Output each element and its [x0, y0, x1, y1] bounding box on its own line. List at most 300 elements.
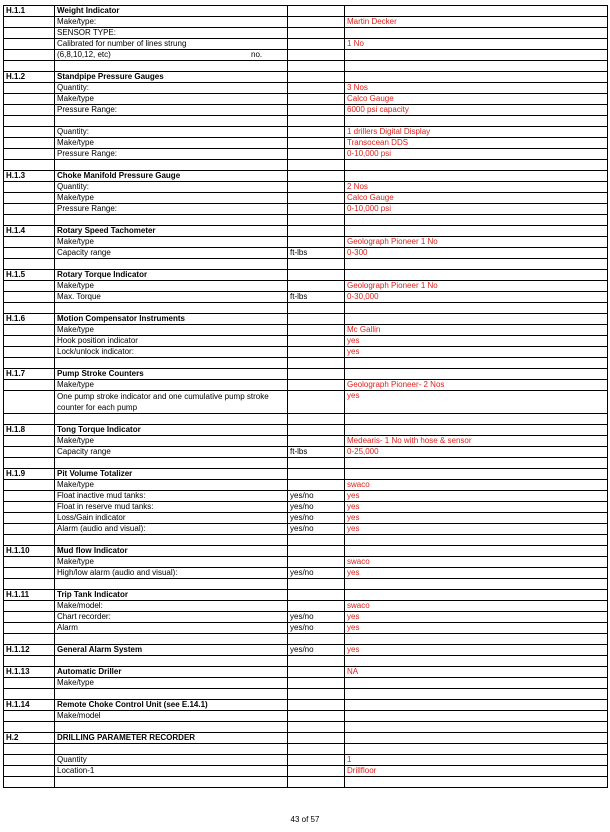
- empty-cell: [4, 623, 55, 634]
- row-unit: yes/no: [288, 502, 345, 513]
- row-label-text: Quantity: [57, 755, 87, 764]
- empty-cell: [4, 336, 55, 347]
- row-unit: [288, 116, 345, 127]
- section-title: Standpipe Pressure Gauges: [55, 72, 288, 83]
- spacer-row: [4, 215, 608, 226]
- empty-cell: [288, 579, 345, 590]
- row-unit: [288, 28, 345, 39]
- table-row: [4, 193, 608, 204]
- row-label-text: Pressure Range:: [57, 149, 118, 158]
- table-row: [4, 138, 608, 149]
- section-unit: [288, 314, 345, 325]
- table-row: [4, 127, 608, 138]
- section-header-row: [4, 425, 608, 436]
- empty-cell: [4, 105, 55, 116]
- empty-cell: [4, 535, 55, 546]
- table-row: [4, 17, 608, 28]
- empty-cell: [4, 61, 55, 72]
- empty-cell: [4, 524, 55, 535]
- row-unit: yes/no: [288, 513, 345, 524]
- row-label-text: Capacity range: [57, 447, 111, 456]
- row-label: [55, 127, 288, 138]
- empty-cell: [4, 193, 55, 204]
- empty-cell: [4, 513, 55, 524]
- row-label: [55, 50, 288, 61]
- row-label-text: Pressure Range:: [57, 105, 118, 114]
- empty-cell: [4, 50, 55, 61]
- section-unit: [288, 6, 345, 17]
- table-row: [4, 491, 608, 502]
- section-unit: [288, 700, 345, 711]
- row-value: Drillfloor: [345, 766, 608, 777]
- table-row: [4, 281, 608, 292]
- row-value: yes: [345, 347, 608, 358]
- empty-cell: [55, 303, 288, 314]
- empty-cell: [55, 535, 288, 546]
- row-label: [55, 105, 288, 116]
- row-value: Geolograph Pioneer 1 No: [345, 237, 608, 248]
- row-label-text: (6,8,10,12, etc): [57, 50, 111, 59]
- section-unit: [288, 72, 345, 83]
- spacer-row: [4, 535, 608, 546]
- section-header-row: [4, 72, 608, 83]
- row-label-text: Float in reserve mud tanks:: [57, 502, 154, 511]
- row-value: 1: [345, 755, 608, 766]
- row-unit: yes/no: [288, 491, 345, 502]
- row-label: [55, 711, 288, 722]
- section-title: Remote Choke Control Unit (see E.14.1): [55, 700, 288, 711]
- row-value: swaco: [345, 480, 608, 491]
- section-value: [345, 72, 608, 83]
- section-value: [345, 314, 608, 325]
- table-row: [4, 105, 608, 116]
- section-unit: [288, 667, 345, 678]
- empty-cell: [4, 347, 55, 358]
- section-value: [345, 546, 608, 557]
- row-unit: [288, 380, 345, 391]
- table-row: [4, 39, 608, 50]
- empty-cell: [4, 711, 55, 722]
- empty-cell: [345, 689, 608, 700]
- row-label: [55, 347, 288, 358]
- section-unit: [288, 171, 345, 182]
- row-value: Transocean DDS: [345, 138, 608, 149]
- empty-cell: [4, 149, 55, 160]
- section-title: General Alarm System: [55, 645, 288, 656]
- row-label-text: Make/model: [57, 711, 101, 720]
- row-label: [55, 116, 288, 127]
- row-value: yes: [345, 568, 608, 579]
- row-value: yes: [345, 623, 608, 634]
- empty-cell: [288, 777, 345, 788]
- section-header-row: [4, 469, 608, 480]
- empty-cell: [4, 436, 55, 447]
- row-label-text: One pump stroke indicator and one cumulative pump stroke counter for each pump: [57, 392, 269, 412]
- equipment-spec-table: [3, 5, 608, 788]
- empty-cell: [288, 303, 345, 314]
- section-value: yes: [345, 645, 608, 656]
- empty-cell: [4, 116, 55, 127]
- row-value: yes: [345, 491, 608, 502]
- empty-cell: [345, 579, 608, 590]
- empty-cell: [4, 380, 55, 391]
- row-label: [55, 336, 288, 347]
- table-row: [4, 28, 608, 39]
- row-unit: [288, 678, 345, 689]
- row-label: [55, 447, 288, 458]
- row-unit: [288, 237, 345, 248]
- section-value: [345, 6, 608, 17]
- spacer-row: [4, 634, 608, 645]
- empty-cell: [55, 458, 288, 469]
- section-code: H.1.8: [4, 425, 55, 436]
- section-code: H.1.10: [4, 546, 55, 557]
- row-label: [55, 513, 288, 524]
- section-header-row: [4, 733, 608, 744]
- table-row: [4, 248, 608, 259]
- row-label: [55, 17, 288, 28]
- row-value: yes: [345, 513, 608, 524]
- section-header-row: [4, 270, 608, 281]
- empty-cell: [55, 722, 288, 733]
- empty-cell: [4, 722, 55, 733]
- empty-cell: [4, 656, 55, 667]
- row-label-text: Max. Torque: [57, 292, 101, 301]
- row-label-text: Location-1: [57, 766, 95, 775]
- empty-cell: [4, 502, 55, 513]
- table-row: [4, 755, 608, 766]
- row-unit: [288, 557, 345, 568]
- table-row: [4, 744, 608, 755]
- row-value: yes: [345, 612, 608, 623]
- empty-cell: [4, 237, 55, 248]
- section-unit: [288, 369, 345, 380]
- row-unit: [288, 149, 345, 160]
- empty-cell: [4, 447, 55, 458]
- table-row: [4, 612, 608, 623]
- empty-cell: [55, 579, 288, 590]
- row-value: Martin Decker: [345, 17, 608, 28]
- table-row: [4, 391, 608, 414]
- row-unit: [288, 755, 345, 766]
- table-row: [4, 568, 608, 579]
- empty-cell: [4, 127, 55, 138]
- empty-cell: [288, 215, 345, 226]
- section-header-row: [4, 645, 608, 656]
- empty-cell: [345, 358, 608, 369]
- table-row: [4, 447, 608, 458]
- empty-cell: [345, 458, 608, 469]
- section-title: DRILLING PARAMETER RECORDER: [55, 733, 288, 744]
- row-label-suffix: no.: [251, 50, 263, 59]
- table-row: [4, 292, 608, 303]
- row-value: [345, 116, 608, 127]
- section-unit: [288, 226, 345, 237]
- empty-cell: [4, 17, 55, 28]
- empty-cell: [4, 281, 55, 292]
- empty-cell: [55, 689, 288, 700]
- section-code: H.1.4: [4, 226, 55, 237]
- row-unit: [288, 480, 345, 491]
- section-code: H.2: [4, 733, 55, 744]
- row-label: [55, 436, 288, 447]
- row-label: [55, 480, 288, 491]
- row-label: [55, 39, 288, 50]
- table-row: [4, 83, 608, 94]
- row-label-text: Loss/Gain indicator: [57, 513, 126, 522]
- row-label-text: Alarm: [57, 623, 78, 632]
- empty-cell: [4, 204, 55, 215]
- empty-cell: [345, 160, 608, 171]
- section-title: Choke Manifold Pressure Gauge: [55, 171, 288, 182]
- row-unit: yes/no: [288, 623, 345, 634]
- row-label-text: Make/type: [57, 557, 94, 566]
- row-label-text: Make/type: [57, 325, 94, 334]
- row-unit: [288, 193, 345, 204]
- row-label-text: Capacity range: [57, 248, 111, 257]
- row-label-text: Make/type: [57, 94, 94, 103]
- row-value: 0-30,000: [345, 292, 608, 303]
- empty-cell: [4, 480, 55, 491]
- section-title: Rotary Torque Indicator: [55, 270, 288, 281]
- section-unit: [288, 733, 345, 744]
- section-value: [345, 733, 608, 744]
- row-unit: [288, 17, 345, 28]
- empty-cell: [288, 259, 345, 270]
- table-row: [4, 336, 608, 347]
- empty-cell: [4, 744, 55, 755]
- table-row: [4, 347, 608, 358]
- row-unit: [288, 436, 345, 447]
- row-value: Geolograph Pioneer 1 No: [345, 281, 608, 292]
- row-label-text: Hook position indicator: [57, 336, 138, 345]
- empty-cell: [4, 777, 55, 788]
- row-value: 3 Nos: [345, 83, 608, 94]
- row-unit: [288, 766, 345, 777]
- row-label-text: Pressure Range:: [57, 204, 118, 213]
- empty-cell: [4, 579, 55, 590]
- row-value: Mc Gallin: [345, 325, 608, 336]
- section-code: H.1.13: [4, 667, 55, 678]
- section-code: H.1.5: [4, 270, 55, 281]
- section-value: [345, 226, 608, 237]
- spacer-row: [4, 689, 608, 700]
- row-label: [55, 601, 288, 612]
- row-label: [55, 248, 288, 259]
- row-label-text: Chart recorder:: [57, 612, 111, 621]
- empty-cell: [345, 722, 608, 733]
- empty-cell: [4, 689, 55, 700]
- row-label-text: High/low alarm (audio and visual):: [57, 568, 178, 577]
- row-label-text: SENSOR TYPE:: [57, 28, 116, 37]
- section-title: Pit Volume Totalizer: [55, 469, 288, 480]
- empty-cell: [4, 94, 55, 105]
- row-label: [55, 557, 288, 568]
- table-row: [4, 436, 608, 447]
- row-value: yes: [345, 502, 608, 513]
- row-value: Medearis- 1 No with hose & sensor: [345, 436, 608, 447]
- table-row: [4, 325, 608, 336]
- table-row: [4, 601, 608, 612]
- row-unit: yes/no: [288, 524, 345, 535]
- row-value: yes: [345, 524, 608, 535]
- row-label: [55, 612, 288, 623]
- empty-cell: [288, 689, 345, 700]
- spacer-row: [4, 61, 608, 72]
- row-unit: ft-lbs: [288, 292, 345, 303]
- empty-cell: [4, 634, 55, 645]
- row-label: [55, 182, 288, 193]
- row-value: 2 Nos: [345, 182, 608, 193]
- row-value: 1 drillers Digital Display: [345, 127, 608, 138]
- section-title: Weight Indicator: [55, 6, 288, 17]
- row-unit: [288, 347, 345, 358]
- empty-cell: [4, 182, 55, 193]
- row-unit: [288, 105, 345, 116]
- empty-cell: [345, 634, 608, 645]
- row-label-text: Make/type: [57, 138, 94, 147]
- row-value: swaco: [345, 601, 608, 612]
- row-unit: [288, 138, 345, 149]
- empty-cell: [55, 160, 288, 171]
- row-label: [55, 292, 288, 303]
- row-unit: [288, 182, 345, 193]
- empty-cell: [4, 28, 55, 39]
- section-title: Mud flow Indicator: [55, 546, 288, 557]
- empty-cell: [4, 557, 55, 568]
- empty-cell: [55, 259, 288, 270]
- row-label-text: Quantity:: [57, 182, 90, 191]
- empty-cell: [4, 259, 55, 270]
- empty-cell: [288, 414, 345, 425]
- table-row: [4, 182, 608, 193]
- row-label: [55, 678, 288, 689]
- empty-cell: [345, 61, 608, 72]
- empty-cell: [55, 656, 288, 667]
- section-value: [345, 700, 608, 711]
- empty-cell: [55, 634, 288, 645]
- section-value: NA: [345, 667, 608, 678]
- empty-cell: [288, 656, 345, 667]
- empty-cell: [288, 458, 345, 469]
- empty-cell: [345, 303, 608, 314]
- row-label: [55, 281, 288, 292]
- row-unit: [288, 711, 345, 722]
- spacer-row: [4, 160, 608, 171]
- table-row: [4, 480, 608, 491]
- row-unit: [288, 50, 345, 61]
- row-label: [55, 237, 288, 248]
- section-title: Trip Tank Indicator: [55, 590, 288, 601]
- section-header-row: [4, 6, 608, 17]
- section-value: [345, 590, 608, 601]
- empty-cell: [55, 777, 288, 788]
- row-value: 0-25,000: [345, 447, 608, 458]
- section-header-row: [4, 700, 608, 711]
- section-header-row: [4, 314, 608, 325]
- row-label-text: Calibrated for number of lines strung: [57, 39, 187, 48]
- section-code: H.1.9: [4, 469, 55, 480]
- row-value: swaco: [345, 557, 608, 568]
- section-header-row: [4, 226, 608, 237]
- row-label-text: Make/type: [57, 237, 94, 246]
- section-header-row: [4, 369, 608, 380]
- table-row: [4, 502, 608, 513]
- page-number: 43 of 57: [290, 815, 320, 824]
- row-unit: [288, 39, 345, 50]
- section-code: H.1.2: [4, 72, 55, 83]
- row-label: [55, 325, 288, 336]
- row-unit: [288, 325, 345, 336]
- table-row: [4, 524, 608, 535]
- row-label-text: Make/type: [57, 480, 94, 489]
- row-label-text: Quantity:: [57, 127, 90, 136]
- section-code: H.1.11: [4, 590, 55, 601]
- empty-cell: [4, 491, 55, 502]
- row-label-text: Quantity:: [57, 83, 90, 92]
- empty-cell: [4, 303, 55, 314]
- row-label: [55, 744, 288, 755]
- section-unit: [288, 425, 345, 436]
- empty-cell: [345, 777, 608, 788]
- row-label: [55, 568, 288, 579]
- row-value: 0-10,000 psi: [345, 204, 608, 215]
- row-unit: ft-lbs: [288, 447, 345, 458]
- section-code: H.1.1: [4, 6, 55, 17]
- row-value: Calco Gauge: [345, 193, 608, 204]
- row-label-text: Make/model:: [57, 601, 103, 610]
- section-header-row: [4, 590, 608, 601]
- empty-cell: [345, 656, 608, 667]
- row-label: [55, 524, 288, 535]
- row-label: [55, 766, 288, 777]
- table-row: [4, 94, 608, 105]
- empty-cell: [4, 292, 55, 303]
- row-value: [345, 711, 608, 722]
- row-unit: [288, 204, 345, 215]
- empty-cell: [4, 160, 55, 171]
- row-value: 1 No: [345, 39, 608, 50]
- empty-cell: [4, 138, 55, 149]
- row-label-text: Make/type: [57, 678, 94, 687]
- empty-cell: [4, 568, 55, 579]
- row-unit: yes/no: [288, 568, 345, 579]
- row-label: [55, 204, 288, 215]
- row-label: [55, 149, 288, 160]
- section-title: Tong Torque Indicator: [55, 425, 288, 436]
- spacer-row: [4, 579, 608, 590]
- row-unit: [288, 336, 345, 347]
- row-value: yes: [345, 391, 608, 414]
- empty-cell: [55, 215, 288, 226]
- row-value: Geolograph Pioneer- 2 Nos: [345, 380, 608, 391]
- row-label: [55, 380, 288, 391]
- empty-cell: [4, 248, 55, 259]
- row-label: [55, 623, 288, 634]
- section-title: Pump Stroke Counters: [55, 369, 288, 380]
- spacer-row: [4, 777, 608, 788]
- empty-cell: [55, 358, 288, 369]
- row-label-text: Make/type: [57, 436, 94, 445]
- row-value: 0-10,000 psi: [345, 149, 608, 160]
- row-unit: yes/no: [288, 612, 345, 623]
- table-body: [4, 6, 608, 788]
- table-row: [4, 116, 608, 127]
- row-unit: [288, 281, 345, 292]
- row-label: [55, 94, 288, 105]
- row-value: 0-300: [345, 248, 608, 259]
- spacer-row: [4, 358, 608, 369]
